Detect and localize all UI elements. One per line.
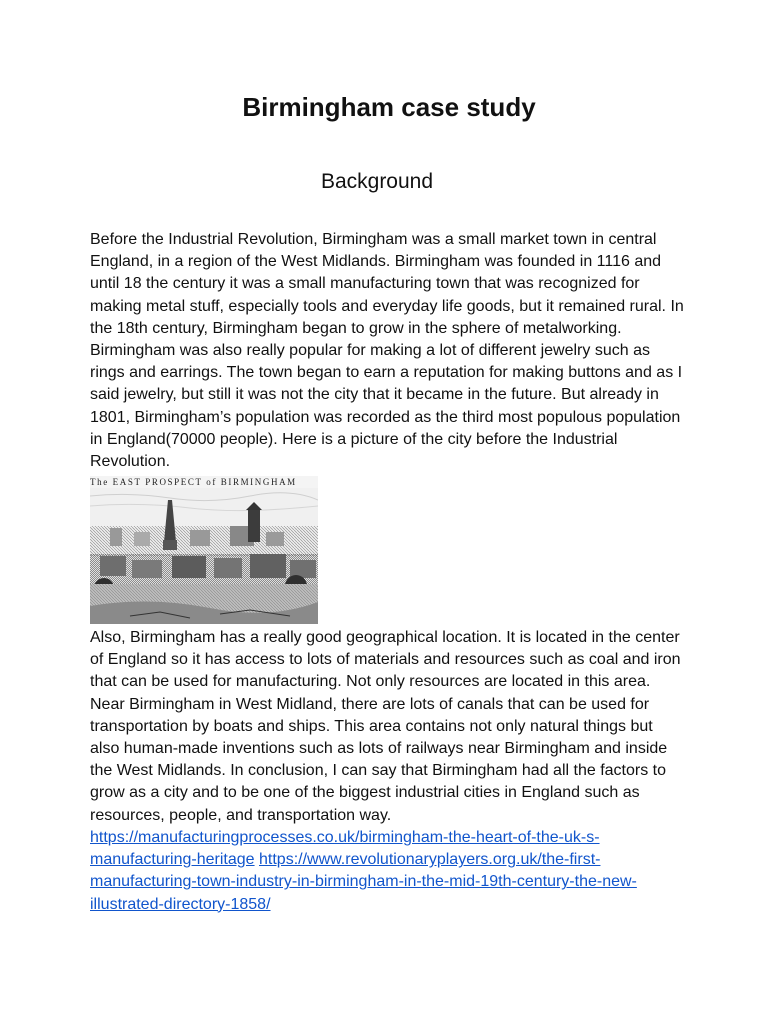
engraving-image: [90, 476, 318, 624]
source-link-1[interactable]: https://manufacturingprocesses.co.uk/birmingham-the-heart-of-the-uk-s-manufacturing-heritage: [90, 829, 600, 869]
paragraph-geography: Also, Birmingham has a really good geographical location. It is located in the center of England so it has access to lots of materials and resources such as coal and iron that can be used for manufacturing. Not only resources are located in this area. Near Birmingham in West Midland, there are lots of canals that can be used for transportation by boats and ships. This area contains not only natural things but also human-made inventions such as lots of railways near Birmingham and inside the West Midlands. In conclusion, I can say that Birmingham had all the factors to grow as a city and to be one of the biggest industrial cities in England such as resources, people, and transportation way.: [90, 629, 681, 824]
engraving-illustration: [90, 476, 318, 624]
page-title: Birmingham case study: [242, 92, 536, 122]
source-link-2[interactable]: https://www.revolutionaryplayers.org.uk/the-first-manufacturing-town-industry-in-birmingham-in-the-mid-19th-century-the-new-illustrated-directory-1858/: [90, 851, 637, 913]
paragraph-intro: Before the Industrial Revolution, Birmingham was a small market town in central England, in a region of the West Midlands. Birmingham was founded in 1116 and until 18 the century it was a small manufacturing town that was recognized for making metal stuff, especially tools and everyday life goods, but it remained rural. In the 18th century, Birmingham began to grow in the sphere of metalworking. Birmingham was also really popular for making a lot of different jewelry such as rings and earrings. The town began to earn a reputation for making buttons and as I said jewelry, but still it was not the city that it became in the future. But already in 1801, Birmingham’s population was recorded as the third most populous population in England(70000 people). Here is a picture of the city before the Industrial Revolution.: [90, 231, 684, 471]
sources-links: [90, 827, 684, 916]
section-heading: Background: [320, 170, 434, 193]
image-caption: The EAST PROSPECT of BIRMINGHAM: [90, 476, 318, 488]
